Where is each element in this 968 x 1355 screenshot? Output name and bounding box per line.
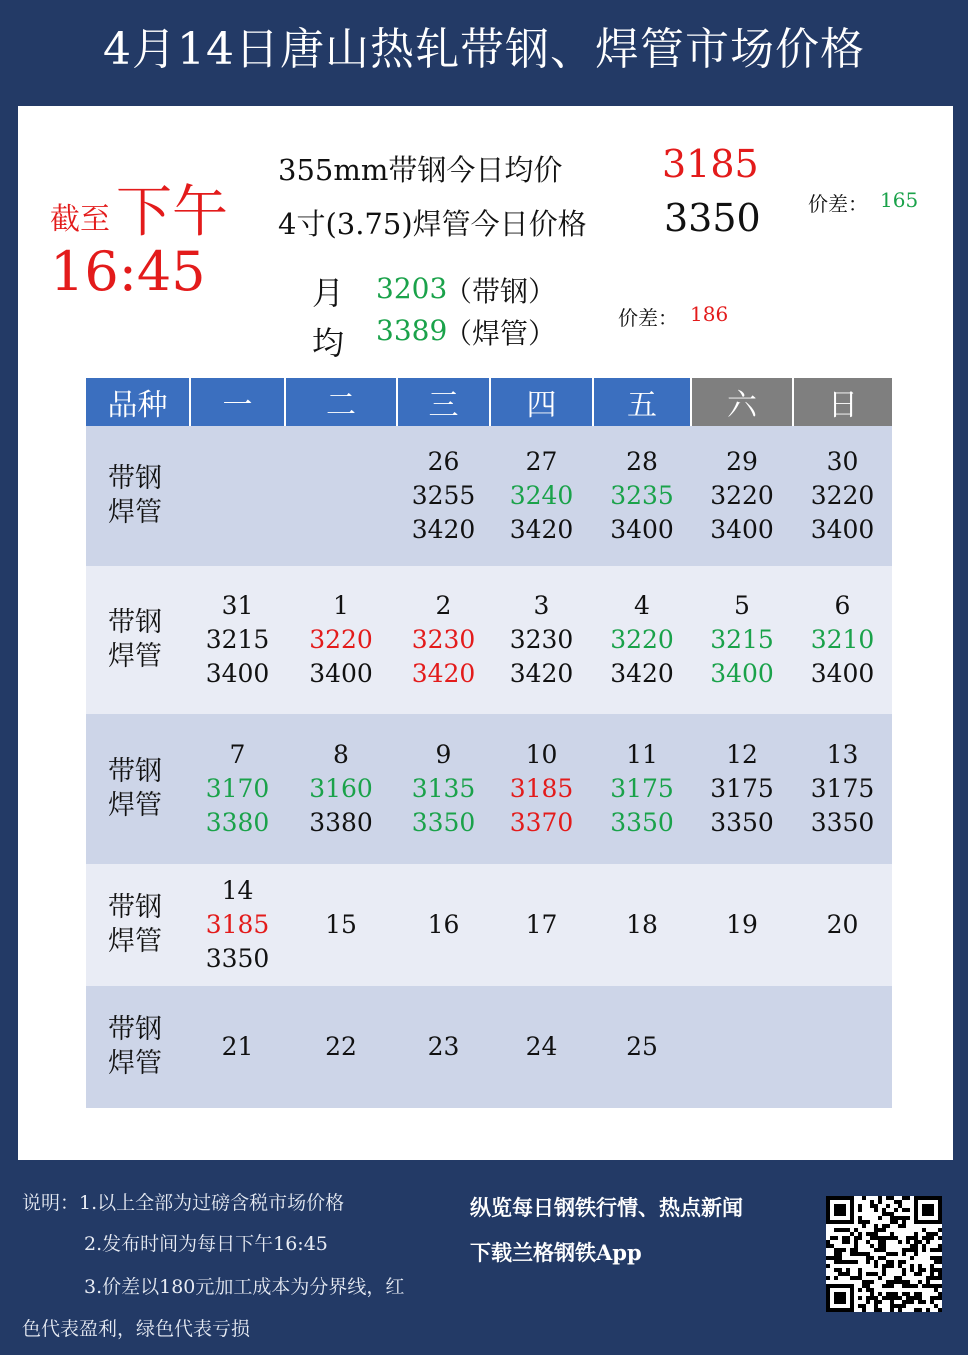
monthly-char-1: 月 [312,274,345,312]
day-cell [190,864,285,986]
day-cell [593,986,691,1108]
note-1: 说明：1.以上全部为过磅含税市场价格 [22,1192,345,1214]
day-cell [793,864,892,986]
day-cell [190,714,285,864]
row-label-pipe: 焊管 [108,641,162,672]
pipe-price: 3400 [810,515,875,544]
day-cell [397,714,490,864]
day-cell [190,426,285,566]
pipe-price: 3420 [411,659,476,688]
strip-price: 3220 [610,625,674,654]
pipe-today-label: 4寸(3.75)焊管今日价格 [278,207,587,241]
monthly-char-2: 均 [312,324,345,362]
table-row [86,426,892,566]
day-number: 2 [435,591,452,620]
monthly-diff-label: 价差： [618,306,678,330]
day-number: 24 [525,1032,558,1061]
day-cell [691,426,793,566]
header-sun: 日 [793,378,892,426]
strip-price: 3185 [205,910,270,939]
pipe-price: 3400 [205,659,270,688]
pipe-today-price: 3350 [664,196,761,240]
strip-price: 3235 [610,481,674,510]
day-number: 28 [626,447,658,476]
strip-today-price: 3185 [662,142,759,186]
pipe-price: 3420 [411,515,476,544]
pipe-price: 3350 [810,808,875,837]
day-cell [285,714,397,864]
today-diff-value: 165 [880,188,919,212]
day-number: 23 [427,1032,460,1061]
day-number: 17 [525,910,558,939]
day-cell [490,986,593,1108]
day-number: 8 [333,740,349,769]
day-number: 1 [333,591,349,620]
day-cell [490,566,593,714]
cutoff-time: 16:45 [50,240,206,303]
day-cell [190,986,285,1108]
pipe-price: 3420 [610,659,674,688]
today-diff-label: 价差： [808,192,868,216]
day-cell [593,864,691,986]
strip-today-label: 355mm带钢今日均价 [278,153,563,187]
pipe-price: 3380 [205,808,270,837]
row-variety-label [86,864,190,986]
monthly-strip-tag: （带钢） [444,275,557,308]
strip-price: 3175 [610,774,674,803]
day-cell [793,986,892,1108]
header-thu: 四 [490,378,593,426]
header-mon: 一 [190,378,285,426]
pipe-price: 3420 [509,659,574,688]
day-cell [397,864,490,986]
day-number: 5 [734,591,750,620]
strip-price: 3160 [309,774,373,803]
day-number: 29 [726,447,758,476]
monthly-pipe-tag: （焊管） [444,317,557,350]
day-cell [190,566,285,714]
header-fri: 五 [593,378,691,426]
day-number: 30 [826,447,859,476]
strip-price: 3240 [509,481,574,510]
day-cell [285,426,397,566]
pipe-price: 3350 [710,808,774,837]
strip-price: 3215 [205,625,270,654]
promo-line-2: 下载兰格钢铁App [470,1240,642,1265]
row-variety-label [86,986,190,1108]
day-number: 14 [221,876,254,905]
strip-price: 3185 [509,774,574,803]
table-row [86,986,892,1108]
row-label-strip: 带钢 [108,607,162,638]
day-number: 13 [826,740,859,769]
pipe-price: 3400 [710,515,774,544]
strip-price: 3170 [205,774,270,803]
day-number: 4 [634,591,650,620]
day-number: 21 [221,1032,254,1061]
pipe-price: 3420 [509,515,574,544]
day-number: 31 [221,591,254,620]
cutoff-period: 下午 [116,180,228,245]
promo-line-1: 纵览每日钢铁行情、热点新闻 [470,1195,743,1220]
price-calendar-table [86,378,892,1108]
day-number: 25 [626,1032,658,1061]
header-tue: 二 [285,378,397,426]
day-cell [397,566,490,714]
day-cell [397,986,490,1108]
monthly-strip-avg: 3203 [376,272,448,305]
day-cell [285,864,397,986]
row-label-strip: 带钢 [108,756,162,787]
day-cell [593,566,691,714]
day-number: 9 [435,740,452,769]
strip-price: 3210 [810,625,875,654]
day-cell [593,714,691,864]
strip-price: 3135 [411,774,476,803]
strip-price: 3175 [810,774,875,803]
strip-price: 3220 [810,481,875,510]
day-cell [593,426,691,566]
row-label-pipe: 焊管 [108,926,162,957]
pipe-price: 3380 [309,808,373,837]
pipe-price: 3400 [309,659,373,688]
pipe-price: 3350 [205,944,270,973]
row-label-pipe: 焊管 [108,1048,162,1079]
pipe-price: 3350 [610,808,674,837]
strip-price: 3215 [710,625,774,654]
qr-code-icon[interactable] [826,1196,942,1312]
day-cell [691,864,793,986]
day-number: 11 [626,740,658,769]
row-label-strip: 带钢 [108,463,162,494]
day-cell [285,986,397,1108]
day-number: 10 [525,740,558,769]
day-number: 7 [229,740,246,769]
day-cell [691,566,793,714]
header-variety: 品种 [86,378,190,426]
day-number: 15 [325,910,357,939]
page-title: 4月14日唐山热轧带钢、焊管市场价格 [103,24,865,75]
row-variety-label [86,566,190,714]
cutoff-prefix: 截至 [50,202,110,237]
strip-price: 3230 [411,625,476,654]
note-2: 2.发布时间为每日下午16:45 [84,1233,328,1255]
strip-price: 3220 [309,625,373,654]
day-cell [490,714,593,864]
pipe-price: 3400 [710,659,774,688]
day-cell [285,566,397,714]
day-cell [691,714,793,864]
day-cell [793,426,892,566]
pipe-price: 3350 [411,808,476,837]
price-panel [18,106,953,1160]
day-cell [793,566,892,714]
day-number: 19 [726,910,758,939]
header-wed: 三 [397,378,490,426]
row-label-pipe: 焊管 [108,790,162,821]
header-sat: 六 [691,378,793,426]
row-variety-label [86,714,190,864]
row-label-strip: 带钢 [108,1014,162,1045]
note-4: 色代表盈利，绿色代表亏损 [22,1318,251,1340]
day-cell [397,426,490,566]
table-row [86,864,892,986]
day-number: 20 [826,910,859,939]
strip-price: 3220 [710,481,774,510]
monthly-diff-value: 186 [690,302,729,326]
table-row [86,714,892,864]
row-label-strip: 带钢 [108,892,162,923]
strip-price: 3175 [710,774,774,803]
day-number: 18 [626,910,658,939]
note-3: 3.价差以180元加工成本为分界线，红 [84,1276,405,1298]
pipe-price: 3400 [810,659,875,688]
day-number: 12 [726,740,758,769]
strip-price: 3230 [509,625,574,654]
pipe-price: 3400 [610,515,674,544]
day-number: 16 [427,910,460,939]
day-number: 3 [533,591,550,620]
day-number: 22 [325,1032,357,1061]
day-cell [691,986,793,1108]
row-label-pipe: 焊管 [108,497,162,528]
day-cell [793,714,892,864]
pipe-price: 3370 [509,808,574,837]
row-variety-label [86,426,190,566]
strip-price: 3255 [411,481,476,510]
table-header-row [86,378,892,426]
table-row [86,566,892,714]
day-cell [490,426,593,566]
monthly-pipe-avg: 3389 [376,314,448,347]
day-number: 27 [525,447,558,476]
day-cell [490,864,593,986]
day-number: 26 [427,447,460,476]
day-number: 6 [834,591,851,620]
